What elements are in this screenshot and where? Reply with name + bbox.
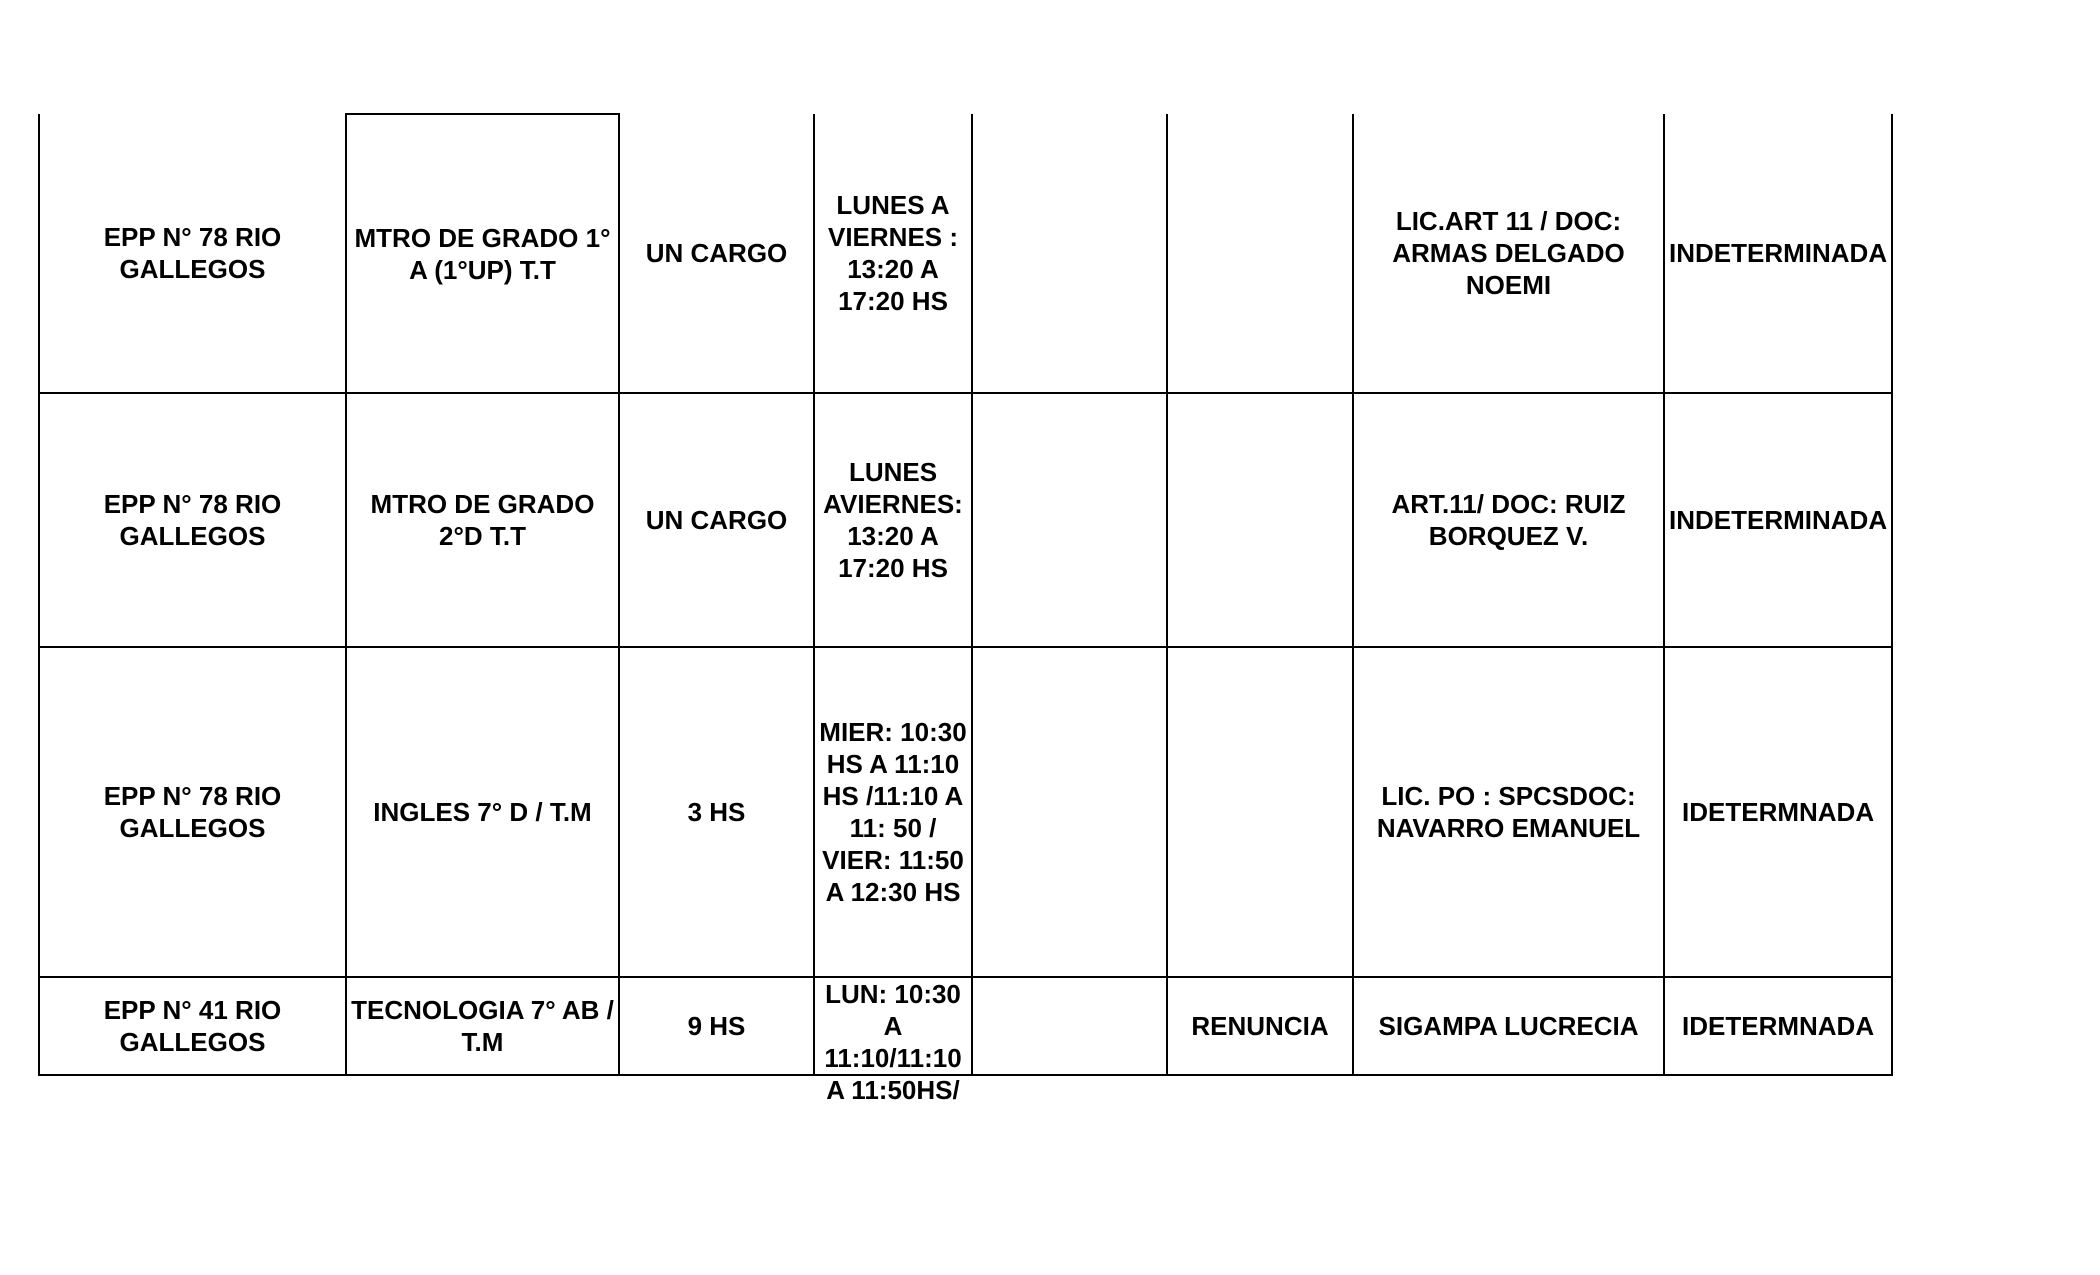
- term-cell: INDETERMINADA: [1664, 393, 1892, 647]
- position-cell: MTRO DE GRADO 1° A (1°UP) T.T: [346, 114, 619, 393]
- position-cell: TECNOLOGIA 7° AB / T.M: [346, 977, 619, 1075]
- empty-cell: [972, 647, 1167, 977]
- term-cell: INDETERMINADA: [1664, 114, 1892, 393]
- table-row: [39, 977, 1892, 1075]
- schedule-cell: LUNES A VIERNES : 13:20 A 17:20 HS: [814, 114, 972, 393]
- schedule-cell: MIER: 10:30 HS A 11:10 HS /11:10 A 11: 50 / VIER: 11:50 A 12:30 HS: [814, 647, 972, 977]
- term-cell: IDETERMNADA: [1664, 647, 1892, 977]
- empty-cell: [972, 977, 1167, 1075]
- table-row: [39, 393, 1892, 647]
- table-row: [39, 114, 1892, 393]
- reason-cell: RENUNCIA: [1167, 977, 1353, 1075]
- table-row: [39, 647, 1892, 977]
- reason-cell: [1167, 114, 1353, 393]
- detail-cell: SIGAMPA LUCRECIA: [1353, 977, 1664, 1075]
- load-cell: UN CARGO: [619, 393, 814, 647]
- load-cell: UN CARGO: [619, 114, 814, 393]
- school-cell: EPP N° 78 RIO GALLEGOS: [39, 393, 346, 647]
- reason-cell: [1167, 393, 1353, 647]
- detail-cell: LIC.ART 11 / DOC: ARMAS DELGADO NOEMI: [1353, 114, 1664, 393]
- load-cell: 3 HS: [619, 647, 814, 977]
- schedule-cell: [814, 977, 972, 1105]
- empty-cell: [972, 393, 1167, 647]
- reason-cell: [1167, 647, 1353, 977]
- load-cell: 9 HS: [619, 977, 814, 1075]
- schedule-text: LUN: 10:30 A 11:10/11:10 A 11:50HS/: [824, 979, 962, 1105]
- vacancies-table: [38, 113, 1893, 1105]
- position-cell: INGLES 7° D / T.M: [346, 647, 619, 977]
- school-cell: EPP N° 41 RIO GALLEGOS: [39, 977, 346, 1075]
- school-cell: EPP N° 78 RIO GALLEGOS: [39, 114, 346, 393]
- school-cell: EPP N° 78 RIO GALLEGOS: [39, 647, 346, 977]
- detail-cell: ART.11/ DOC: RUIZ BORQUEZ V.: [1353, 393, 1664, 647]
- position-cell: MTRO DE GRADO 2°D T.T: [346, 393, 619, 647]
- detail-cell: LIC. PO : SPCSDOC: NAVARRO EMANUEL: [1353, 647, 1664, 977]
- empty-cell: [972, 114, 1167, 393]
- term-cell: IDETERMNADA: [1664, 977, 1892, 1075]
- schedule-cell: LUNES AVIERNES: 13:20 A 17:20 HS: [814, 393, 972, 647]
